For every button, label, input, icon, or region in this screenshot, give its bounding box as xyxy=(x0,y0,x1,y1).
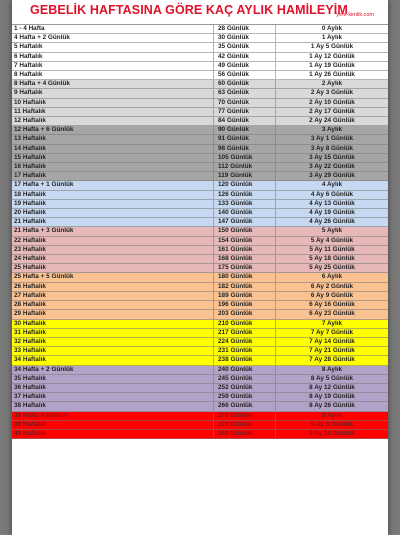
week-cell: 33 Haftalık xyxy=(12,347,214,355)
months-cell: 6 Aylık xyxy=(321,273,343,281)
days-cell: 270 Günlük xyxy=(214,412,276,420)
table-row xyxy=(12,209,388,218)
days-cell: 180 Günlük xyxy=(214,273,276,281)
week-cell: 34 Hafta + 2 Günlük xyxy=(12,366,214,374)
months-cell: 3 Ay 8 Günlük xyxy=(310,144,354,152)
week-cell: 17 Hafta + 1 Günlük xyxy=(12,181,214,189)
days-cell: 28 Günlük xyxy=(214,25,276,33)
days-cell: 42 Günlük xyxy=(214,53,276,61)
months-cell: 3 Ay 22 Günlük xyxy=(309,163,355,171)
months-cell: 8 Ay 26 Günlük xyxy=(309,402,355,410)
days-cell: 63 Günlük xyxy=(214,89,276,97)
week-cell: 26 Haftalık xyxy=(12,283,214,291)
week-cell: 40 Haftalık xyxy=(12,430,214,438)
days-cell: 60 Günlük xyxy=(214,80,276,88)
week-cell: 39 Haftalık xyxy=(12,421,214,429)
table-row xyxy=(12,430,388,439)
days-cell: 35 Günlük xyxy=(214,43,276,51)
week-cell: 38 Hafta 4 Günlük xyxy=(12,412,214,420)
days-cell: 126 Günlük xyxy=(214,191,276,199)
days-cell: 161 Günlük xyxy=(214,246,276,254)
week-cell: 1 - 4 Hafta xyxy=(12,25,214,33)
months-cell: 3 Ay 29 Günlük xyxy=(309,172,355,180)
table-row xyxy=(12,347,388,356)
days-cell: 245 Günlük xyxy=(214,375,276,383)
table-row xyxy=(12,200,388,209)
week-cell: 23 Haftalık xyxy=(12,246,214,254)
week-cell: 8 Hafta + 4 Günlük xyxy=(12,80,214,88)
table-row xyxy=(12,227,388,236)
table-row xyxy=(12,301,388,310)
table-row xyxy=(12,172,388,181)
table-row xyxy=(12,237,388,246)
months-cell: 7 Ay 14 Günlük xyxy=(309,337,355,345)
months-cell: 5 Ay 11 Günlük xyxy=(309,245,355,253)
days-cell: 91 Günlük xyxy=(214,135,276,143)
days-cell: 70 Günlük xyxy=(214,99,276,107)
week-cell: 10 Haftalık xyxy=(12,99,214,107)
months-cell: 8 Ay 5 Günlük xyxy=(310,374,354,382)
week-cell: 27 Haftalık xyxy=(12,292,214,300)
table-row xyxy=(12,356,388,365)
week-cell: 36 Haftalık xyxy=(12,384,214,392)
months-cell: 8 Aylık xyxy=(321,365,343,373)
table-row xyxy=(12,273,388,282)
months-cell: 2 Ay 24 Günlük xyxy=(309,117,355,125)
week-cell: 18 Haftalık xyxy=(12,191,214,199)
week-cell: 37 Haftalık xyxy=(12,393,214,401)
months-cell: 6 Ay 16 Günlük xyxy=(309,301,355,309)
table-row xyxy=(12,71,388,80)
days-cell: 150 Günlük xyxy=(214,227,276,235)
week-cell: 20 Haftalık xyxy=(12,209,214,217)
days-cell: 210 Günlük xyxy=(214,320,276,328)
days-cell: 280 Günlük xyxy=(214,430,276,438)
days-cell: 259 Günlük xyxy=(214,393,276,401)
table-row xyxy=(12,320,388,329)
week-cell: 19 Haftalık xyxy=(12,200,214,208)
week-cell: 7 Haftalık xyxy=(12,62,214,70)
months-cell: 7 Ay 21 Günlük xyxy=(309,347,355,355)
months-cell: 4 Ay 26 Günlük xyxy=(309,218,355,226)
table-row xyxy=(12,43,388,52)
table-row xyxy=(12,393,388,402)
table-row xyxy=(12,255,388,264)
days-cell: 266 Günlük xyxy=(214,402,276,410)
week-cell: 35 Haftalık xyxy=(12,375,214,383)
table-row xyxy=(12,53,388,62)
week-cell: 12 Hafta + 6 Günlük xyxy=(12,126,214,134)
months-cell: 1 Ay 5 Günlük xyxy=(310,43,354,51)
days-cell: 231 Günlük xyxy=(214,347,276,355)
table-row xyxy=(12,292,388,301)
week-cell: 11 Haftalık xyxy=(12,108,214,116)
table-row xyxy=(12,89,388,98)
months-cell: 3 Ay 15 Günlük xyxy=(309,153,355,161)
days-cell: 189 Günlük xyxy=(214,292,276,300)
table-row xyxy=(12,329,388,338)
week-cell: 29 Haftalık xyxy=(12,310,214,318)
table-row xyxy=(12,310,388,319)
table-row xyxy=(12,135,388,144)
days-cell: 112 Günlük xyxy=(214,163,276,171)
week-cell: 25 Hafta + 5 Günlük xyxy=(12,273,214,281)
months-cell: 4 Ay 19 Günlük xyxy=(309,209,355,217)
months-cell: 0 Aylık xyxy=(321,25,343,32)
months-cell: 1 Ay 19 Günlük xyxy=(309,61,355,69)
days-cell: 140 Günlük xyxy=(214,209,276,217)
week-cell: 21 Haftalık xyxy=(12,218,214,226)
table-row xyxy=(12,80,388,89)
days-cell: 175 Günlük xyxy=(214,264,276,272)
week-cell: 38 Haftalık xyxy=(12,402,214,410)
days-cell: 98 Günlük xyxy=(214,145,276,153)
table-row xyxy=(12,421,388,430)
months-cell: 2 Aylık xyxy=(321,80,343,88)
months-cell: 4 Ay 6 Günlük xyxy=(310,190,354,198)
months-cell: 4 Ay 13 Günlük xyxy=(309,199,355,207)
table-row xyxy=(12,191,388,200)
days-cell: 203 Günlük xyxy=(214,310,276,318)
days-cell: 120 Günlük xyxy=(214,181,276,189)
months-cell: 1 Aylık xyxy=(321,34,343,42)
months-cell: 8 Ay 12 Günlük xyxy=(309,383,355,391)
week-cell: 4 Hafta + 2 Günlük xyxy=(12,34,214,42)
days-cell: 147 Günlük xyxy=(214,218,276,226)
months-cell: 9 Ay 3 Günlük xyxy=(310,420,354,428)
site-watermark: yeni-kimlik.com xyxy=(336,12,374,18)
days-cell: 30 Günlük xyxy=(214,34,276,42)
week-cell: 31 Haftalık xyxy=(12,329,214,337)
months-cell: 2 Ay 3 Günlük xyxy=(310,89,354,97)
months-cell: 5 Aylık xyxy=(321,227,343,235)
week-cell: 24 Haftalık xyxy=(12,255,214,263)
days-cell: 273 Günlük xyxy=(214,421,276,429)
table-row xyxy=(12,218,388,227)
months-cell: 9 Aylık xyxy=(321,411,343,419)
days-cell: 240 Günlük xyxy=(214,366,276,374)
days-cell: 133 Günlük xyxy=(214,200,276,208)
months-cell: 5 Ay 25 Günlük xyxy=(309,264,355,272)
page-title: GEBELİK HAFTASINA GÖRE KAÇ AYLIK HAMİLEYİM xyxy=(30,3,348,17)
table-row xyxy=(12,154,388,163)
months-cell: 3 Ay 1 Günlük xyxy=(310,135,354,143)
months-cell: 7 Ay 28 Günlük xyxy=(309,356,355,364)
months-cell: 5 Ay 4 Günlük xyxy=(310,236,354,244)
days-cell: 90 Günlük xyxy=(214,126,276,134)
days-cell: 182 Günlük xyxy=(214,283,276,291)
months-cell: 7 Ay 7 Günlük xyxy=(310,328,354,336)
months-cell: 2 Ay 17 Günlük xyxy=(309,107,355,115)
days-cell: 105 Günlük xyxy=(214,154,276,162)
months-cell: 4 Aylık xyxy=(321,181,343,189)
table-row xyxy=(12,375,388,384)
days-cell: 168 Günlük xyxy=(214,255,276,263)
week-cell: 9 Haftalık xyxy=(12,89,214,97)
months-cell: 6 Ay 9 Günlük xyxy=(310,291,354,299)
days-cell: 154 Günlük xyxy=(214,237,276,245)
week-cell: 32 Haftalık xyxy=(12,338,214,346)
days-cell: 77 Günlük xyxy=(214,108,276,116)
table-row xyxy=(12,163,388,172)
days-cell: 119 Günlük xyxy=(214,172,276,180)
table-row xyxy=(12,108,388,117)
table-row xyxy=(12,283,388,292)
week-cell: 13 Haftalık xyxy=(12,135,214,143)
table-row xyxy=(12,384,388,393)
months-cell: 1 Ay 12 Günlük xyxy=(309,52,355,60)
table-row xyxy=(12,34,388,43)
table-row xyxy=(12,145,388,154)
week-cell: 16 Haftalık xyxy=(12,163,214,171)
months-cell: 6 Ay 2 Günlük xyxy=(310,282,354,290)
days-cell: 56 Günlük xyxy=(214,71,276,79)
week-cell: 30 Haftalık xyxy=(12,320,214,328)
week-cell: 28 Haftalık xyxy=(12,301,214,309)
table-row xyxy=(12,62,388,71)
table-row xyxy=(12,402,388,411)
header xyxy=(12,0,388,22)
days-cell: 49 Günlük xyxy=(214,62,276,70)
months-cell: 7 Aylık xyxy=(321,319,343,327)
months-cell: 3 Aylık xyxy=(321,126,343,134)
months-cell: 9 Ay 10 Günlük xyxy=(309,429,355,437)
table-row xyxy=(12,25,388,34)
week-cell: 12 Haftalık xyxy=(12,117,214,125)
week-cell: 25 Haftalık xyxy=(12,264,214,272)
table-row xyxy=(12,126,388,135)
table-row xyxy=(12,366,388,375)
week-cell: 14 Haftalık xyxy=(12,145,214,153)
spreadsheet-page xyxy=(12,0,388,535)
week-cell: 21 Hafta + 3 Günlük xyxy=(12,227,214,235)
days-cell: 84 Günlük xyxy=(214,117,276,125)
table-row xyxy=(12,338,388,347)
table-row xyxy=(12,117,388,126)
months-cell: 5 Ay 18 Günlük xyxy=(309,255,355,263)
table-row xyxy=(12,246,388,255)
week-cell: 5 Haftalık xyxy=(12,43,214,51)
table-row xyxy=(12,99,388,108)
months-cell: 1 Ay 26 Günlük xyxy=(309,71,355,79)
days-cell: 217 Günlük xyxy=(214,329,276,337)
week-cell: 8 Haftalık xyxy=(12,71,214,79)
week-cell: 34 Haftalık xyxy=(12,356,214,364)
week-cell: 22 Haftalık xyxy=(12,237,214,245)
table-row xyxy=(12,181,388,190)
week-cell: 6 Haftalık xyxy=(12,53,214,61)
days-cell: 224 Günlük xyxy=(214,338,276,346)
days-cell: 252 Günlük xyxy=(214,384,276,392)
days-cell: 196 Günlük xyxy=(214,301,276,309)
days-cell: 238 Günlük xyxy=(214,356,276,364)
months-cell: 8 Ay 19 Günlük xyxy=(309,393,355,401)
pregnancy-table xyxy=(12,24,388,439)
months-cell: 6 Ay 23 Günlük xyxy=(309,310,355,318)
week-cell: 15 Haftalık xyxy=(12,154,214,162)
week-cell: 17 Haftalık xyxy=(12,172,214,180)
table-row xyxy=(12,412,388,421)
months-cell: 2 Ay 10 Günlük xyxy=(309,98,355,106)
table-row xyxy=(12,264,388,273)
